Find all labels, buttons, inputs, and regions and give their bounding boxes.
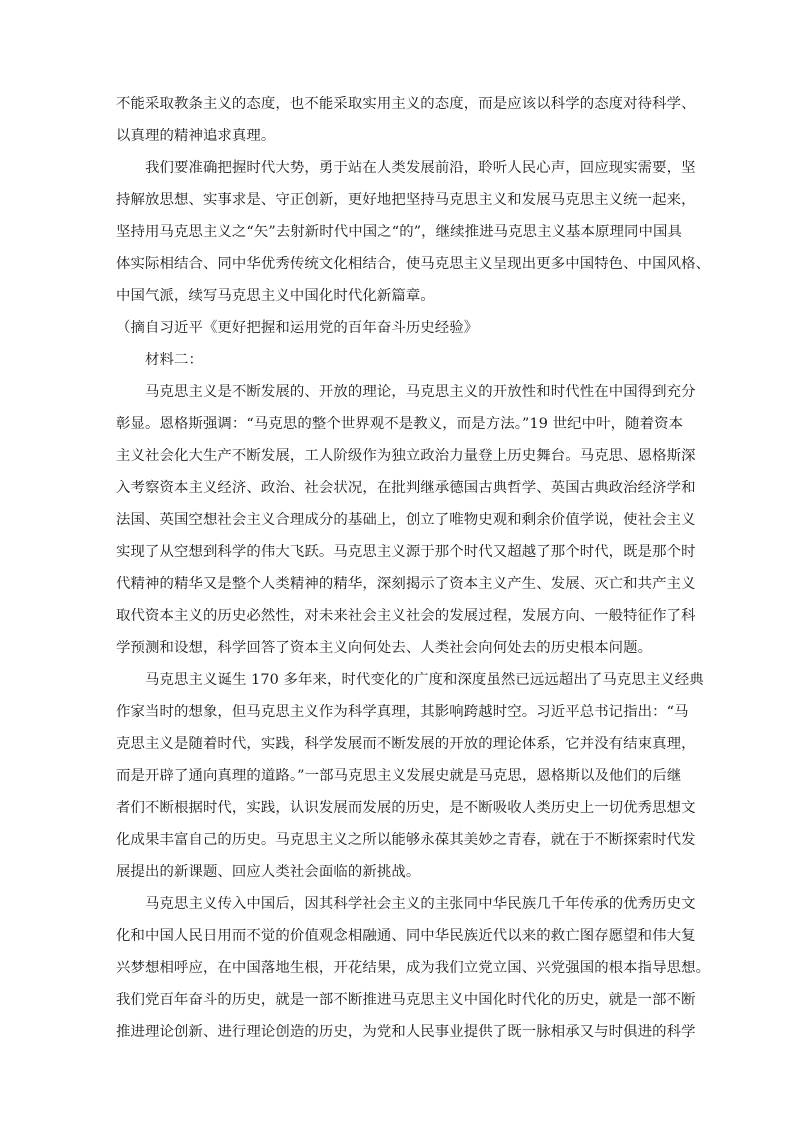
- text-line: 马克思主义传入中国后，因其科学社会主义的主张同中华民族几千年传承的优秀历史文: [145, 896, 696, 912]
- text-line: 材料二：: [145, 352, 203, 368]
- text-line: 代精神的精华又是整个人类精神的精华，深刻揭示了资本主义产生、发展、灭亡和共产主义: [116, 576, 696, 592]
- text-line: 入考察资本主义经济、政治、社会状况，在批判继承德国古典哲学、英国古典政治经济学和: [116, 480, 696, 496]
- text-line: 作家当时的想象，但马克思主义作为科学真理，其影响跨越时空。习近平总书记指出：“马: [116, 704, 689, 720]
- text-line: 体实际相结合、同中华优秀传统文化相结合，使马克思主义呈现出更多中国特色、中国风格、: [116, 256, 711, 272]
- text-line: 主义社会化大生产不断发展，工人阶级作为独立政治力量登上历史舞台。马克思、恩格斯深: [116, 448, 696, 464]
- text-line: 不能采取教条主义的态度，也不能采取实用主义的态度，而是应该以科学的态度对待科学、: [116, 96, 696, 112]
- text-line: 化和中国人民日用而不觉的价值观念相融通、同中华民族近代以来的救亡图存愿望和伟大复: [116, 928, 696, 944]
- document-body: [116, 88, 711, 1048]
- text-line: 坚持用马克思主义之“矢”去射新时代中国之“的”，继续推进马克思主义基本原理同中国具: [116, 224, 682, 240]
- text-line: 以真理的精神追求真理。: [116, 128, 276, 144]
- text-line: 我们党百年奋斗的历史，就是一部不断推进马克思主义中国化时代化的历史，就是一部不断: [116, 992, 696, 1008]
- text-line: 彰显。恩格斯强调：“马克思的整个世界观不是教义，而是方法。”19 世纪中叶，随着资本: [116, 416, 684, 432]
- text-line: 克思主义是随着时代，实践，科学发展而不断发展的开放的理论体系，它并没有结束真理，: [116, 736, 696, 752]
- text-line: 而是开辟了通向真理的道路。”一部马克思主义发展史就是马克思，恩格斯以及他们的后继: [116, 768, 682, 784]
- text-line: 取代资本主义的历史必然性，对未来社会主义社会的发展过程，发展方向、一般特征作了科: [116, 608, 696, 624]
- text-line: 兴梦想相呼应，在中国落地生根，开花结果，成为我们立党立国、兴党强国的根本指导思想。: [116, 960, 711, 976]
- text-line: 实现了从空想到科学的伟大飞跃。马克思主义源于那个时代又超越了那个时代，既是那个时: [116, 544, 696, 560]
- text-line: 我们要准确把握时代大势，勇于站在人类发展前沿，聆听人民心声，回应现实需要，坚: [145, 160, 696, 176]
- text-line: 学预测和设想，科学回答了资本主义向何处去、人类社会向何处去的历史根本问题。: [116, 640, 653, 656]
- text-line: 展提出的新课题、回应人类社会面临的新挑战。: [116, 864, 421, 880]
- text-line: 中国气派，续写马克思主义中国化时代化新篇章。: [116, 288, 435, 304]
- text-line: 者们不断根据时代，实践，认识发展而发展的历史，是不断吸收人类历史上一切优秀思想文: [116, 800, 696, 816]
- text-line: 推进理论创新、进行理论创造的历史，为党和人民事业提供了既一脉相承又与时俱进的科学: [116, 1024, 696, 1040]
- text-line: 法国、英国空想社会主义合理成分的基础上，创立了唯物史观和剩余价值学说，使社会主义: [116, 512, 696, 528]
- text-line: 持解放思想、实事求是、守正创新，更好地把坚持马克思主义和发展马克思主义统一起来，: [116, 192, 696, 208]
- text-line: 马克思主义是不断发展的、开放的理论，马克思主义的开放性和时代性在中国得到充分: [145, 384, 696, 400]
- text-line: 化成果丰富自己的历史。马克思主义之所以能够永葆其美妙之青春，就在于不断探索时代发: [116, 832, 696, 848]
- source-citation: （摘自习近平《更好把握和运用党的百年奋斗历史经验》: [116, 320, 479, 336]
- text-line: 马克思主义诞生 170 多年来，时代变化的广度和深度虽然已远远超出了马克思主义经典: [145, 672, 704, 688]
